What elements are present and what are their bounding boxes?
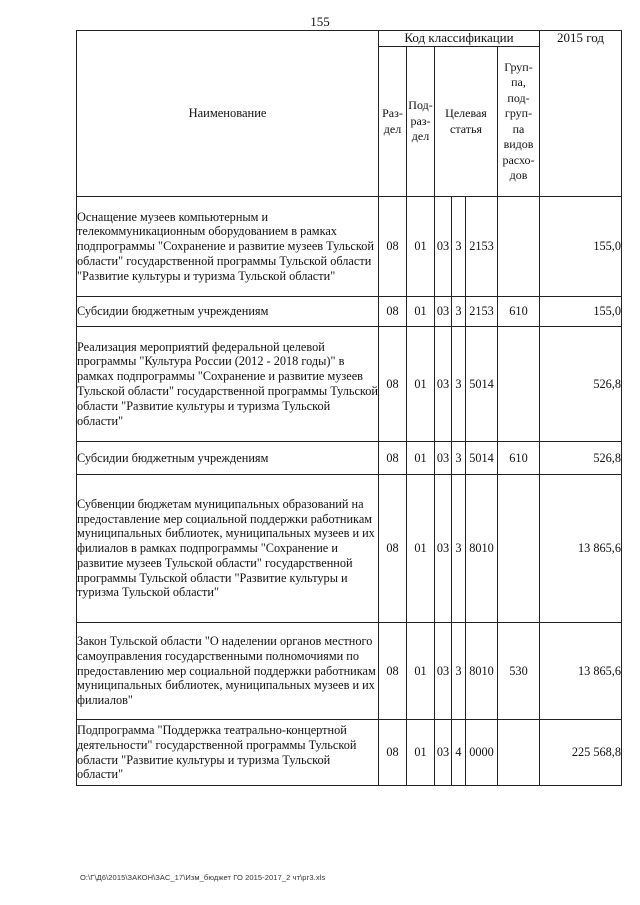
row-razdel: 08 bbox=[379, 442, 407, 475]
row-target-1: 03 bbox=[435, 297, 452, 327]
row-razdel: 08 bbox=[379, 327, 407, 442]
row-target-1: 03 bbox=[435, 623, 452, 720]
table-row bbox=[77, 720, 622, 786]
row-amount: 526,8 bbox=[540, 327, 622, 442]
header-name: Наименование bbox=[77, 31, 379, 197]
table-row bbox=[77, 297, 622, 327]
table-row bbox=[77, 475, 622, 623]
row-amount: 13 865,6 bbox=[540, 623, 622, 720]
header-target: Целевая статья bbox=[435, 47, 498, 197]
row-group bbox=[498, 475, 540, 623]
budget-table bbox=[76, 30, 622, 786]
row-group bbox=[498, 720, 540, 786]
row-amount: 526,8 bbox=[540, 442, 622, 475]
row-razdel: 08 bbox=[379, 197, 407, 297]
row-podrazdel: 01 bbox=[407, 442, 435, 475]
row-target-3: 5014 bbox=[466, 442, 498, 475]
row-name: Закон Тульской области "О наделении органов местного самоуправления государственными полномочиями по предоставлению мер социальной поддержки работникам муниципальных библиотек, муниципальных музеев и их филиалов" bbox=[77, 623, 379, 720]
row-podrazdel: 01 bbox=[407, 720, 435, 786]
header-group: Груп- па, под- груп- па видов расхо- дов bbox=[498, 47, 540, 197]
table-row bbox=[77, 327, 622, 442]
row-target-2: 3 bbox=[452, 297, 466, 327]
row-name: Оснащение музеев компьютерным и телекоммуникационным оборудованием в рамках подпрограммы "Сохранение и развитие музеев Тульской области" государственной программы Тульской области "Развитие культуры и туризма Тульской области" bbox=[77, 197, 379, 297]
table-row bbox=[77, 623, 622, 720]
table-row bbox=[77, 197, 622, 297]
row-group: 530 bbox=[498, 623, 540, 720]
header-year: 2015 год bbox=[540, 31, 622, 197]
row-name: Реализация мероприятий федеральной целевой программы "Культура России (2012 - 2018 годы)" в рамках подпрограммы "Сохранение и развитие музеев Тульской области" государственной программы Тульской области "Развитие культуры и туризма Тульской области" bbox=[77, 327, 379, 442]
row-podrazdel: 01 bbox=[407, 475, 435, 623]
row-target-2: 3 bbox=[452, 475, 466, 623]
row-name: Субвенции бюджетам муниципальных образований на предоставление мер социальной поддержки работникам муниципальных библиотек, муниципальных музеев и их филиалов в рамках подпрограммы "Сохранение и развитие музеев Тульской области" государственной программы Тульской области "Развитие культуры и туризма Тульской области" bbox=[77, 475, 379, 623]
row-target-1: 03 bbox=[435, 720, 452, 786]
row-amount: 155,0 bbox=[540, 197, 622, 297]
row-razdel: 08 bbox=[379, 297, 407, 327]
row-group: 610 bbox=[498, 442, 540, 475]
row-name: Подпрограмма "Поддержка театрально-концертной деятельности" государственной программы Тульской области "Развитие культуры и туризма Тульской области" bbox=[77, 720, 379, 786]
row-razdel: 08 bbox=[379, 623, 407, 720]
header-razdel: Раз- дел bbox=[379, 47, 407, 197]
page-number: 155 bbox=[310, 14, 330, 29]
row-target-2: 3 bbox=[452, 327, 466, 442]
row-target-1: 03 bbox=[435, 442, 452, 475]
row-target-1: 03 bbox=[435, 327, 452, 442]
file-path-footer: O:\Г\Д6\2015\ЗАКОН\ЗАС_17\Изм_бюджет ГО 2015-2017_2 чт\рг3.xls bbox=[80, 873, 326, 882]
row-target-2: 3 bbox=[452, 442, 466, 475]
row-group bbox=[498, 327, 540, 442]
row-amount: 155,0 bbox=[540, 297, 622, 327]
row-target-3: 0000 bbox=[466, 720, 498, 786]
row-target-2: 3 bbox=[452, 623, 466, 720]
row-target-2: 4 bbox=[452, 720, 466, 786]
row-podrazdel: 01 bbox=[407, 327, 435, 442]
row-group: 610 bbox=[498, 297, 540, 327]
table-row bbox=[77, 442, 622, 475]
row-podrazdel: 01 bbox=[407, 623, 435, 720]
row-podrazdel: 01 bbox=[407, 297, 435, 327]
row-target-3: 2153 bbox=[466, 297, 498, 327]
row-target-1: 03 bbox=[435, 475, 452, 623]
row-name: Субсидии бюджетным учреждениям bbox=[77, 442, 379, 475]
row-razdel: 08 bbox=[379, 475, 407, 623]
row-name: Субсидии бюджетным учреждениям bbox=[77, 297, 379, 327]
row-target-3: 8010 bbox=[466, 623, 498, 720]
header-classification: Код классификации bbox=[379, 31, 540, 47]
row-target-1: 03 bbox=[435, 197, 452, 297]
row-razdel: 08 bbox=[379, 720, 407, 786]
row-podrazdel: 01 bbox=[407, 197, 435, 297]
row-group bbox=[498, 197, 540, 297]
row-target-3: 2153 bbox=[466, 197, 498, 297]
row-amount: 225 568,8 bbox=[540, 720, 622, 786]
row-target-3: 8010 bbox=[466, 475, 498, 623]
row-target-2: 3 bbox=[452, 197, 466, 297]
row-target-3: 5014 bbox=[466, 327, 498, 442]
header-podrazdel: Под- раз- дел bbox=[407, 47, 435, 197]
row-amount: 13 865,6 bbox=[540, 475, 622, 623]
